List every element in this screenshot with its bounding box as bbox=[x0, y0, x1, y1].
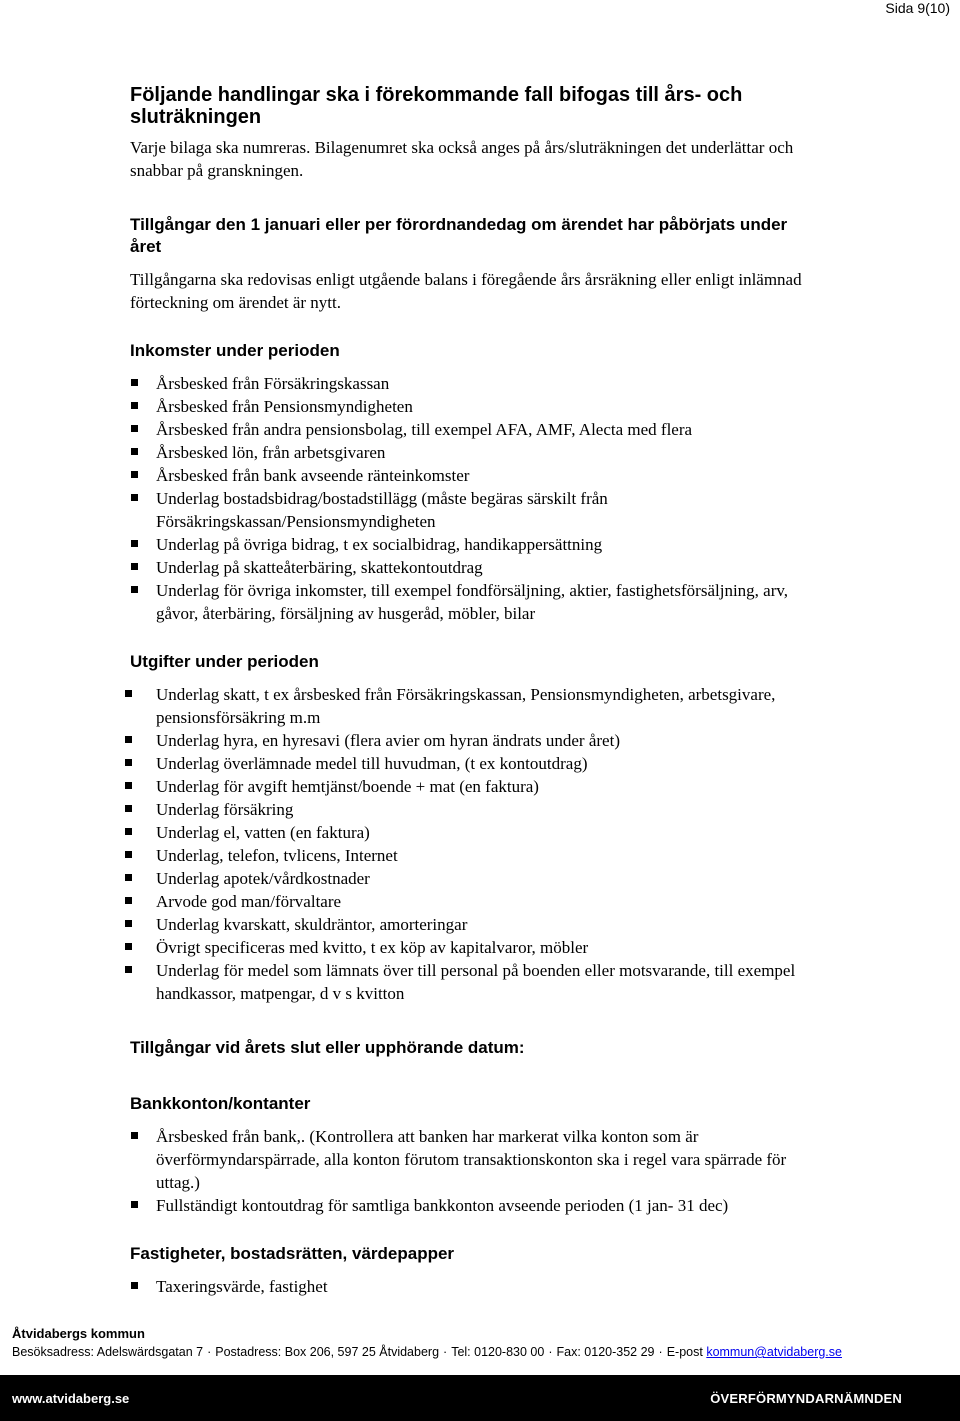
bullet-icon bbox=[131, 1132, 138, 1139]
list-item: Underlag apotek/vårdkostnader bbox=[130, 867, 820, 890]
website-link[interactable]: www.atvidaberg.se bbox=[12, 1391, 130, 1406]
expenses-list bbox=[130, 683, 820, 1005]
bullet-icon bbox=[131, 563, 138, 570]
footer-bar bbox=[0, 1375, 960, 1421]
bullet-icon bbox=[125, 897, 132, 904]
visit-address: Besöksadress: Adelswärdsgatan 7 bbox=[12, 1345, 204, 1359]
bank-heading: Bankkonton/kontanter bbox=[130, 1094, 311, 1113]
list-item: Fullständigt kontoutdrag för samtliga bankkonton avseende perioden (1 jan- 31 dec) bbox=[130, 1194, 820, 1217]
bullet-icon bbox=[125, 920, 132, 927]
address-line: Besöksadress: Adelswärdsgatan 7 · Postadress: Box 206, 597 25 Åtvidaberg · Tel: 0120-830 00 · Fax: 0120-352 29 · E-post kommun@atvidaberg.se bbox=[12, 1345, 842, 1359]
list-item: Underlag för medel som lämnats över till personal på boenden eller motsvarande, till exempel handkassor, matpengar, d v s kvitton bbox=[130, 959, 820, 1005]
property-heading: Fastigheter, bostadsrätten, värdepapper bbox=[130, 1244, 455, 1263]
assets-end-heading: Tillgångar vid årets slut eller upphörande datum: bbox=[130, 1038, 525, 1057]
bullet-icon bbox=[125, 782, 132, 789]
bullet-icon bbox=[125, 805, 132, 812]
list-item: Underlag, telefon, tvlicens, Internet bbox=[130, 844, 820, 867]
list-item: Arvode god man/förvaltare bbox=[130, 890, 820, 913]
bullet-icon bbox=[131, 425, 138, 432]
document-body bbox=[130, 84, 820, 1298]
bullet-icon bbox=[125, 966, 132, 973]
list-item: Årsbesked från bank avseende ränteinkomster bbox=[130, 464, 820, 487]
list-item: Övrigt specificeras med kvitto, t ex köp av kapitalvaror, möbler bbox=[130, 936, 820, 959]
list-item: Underlag hyra, en hyresavi (flera avier om hyran ändrats under året) bbox=[130, 729, 820, 752]
org-name: Åtvidabergs kommun bbox=[12, 1326, 145, 1341]
income-heading: Inkomster under perioden bbox=[130, 341, 340, 360]
expenses-heading: Utgifter under perioden bbox=[130, 652, 319, 671]
list-item: Årsbesked från Försäkringskassan bbox=[130, 372, 820, 395]
bullet-icon bbox=[125, 736, 132, 743]
list-item: Underlag kvarskatt, skuldräntor, amorteringar bbox=[130, 913, 820, 936]
list-item: Underlag överlämnade medel till huvudman, (t ex kontoutdrag) bbox=[130, 752, 820, 775]
bullet-icon bbox=[131, 586, 138, 593]
bullet-icon bbox=[125, 874, 132, 881]
list-item: Underlag för avgift hemtjänst/boende + mat (en faktura) bbox=[130, 775, 820, 798]
list-item: Årsbesked lön, från arbetsgivaren bbox=[130, 441, 820, 464]
bullet-icon bbox=[131, 379, 138, 386]
bullet-icon bbox=[131, 402, 138, 409]
bullet-icon bbox=[131, 1282, 138, 1289]
bullet-icon bbox=[125, 828, 132, 835]
page-number: Sida 9(10) bbox=[885, 0, 950, 16]
email-link[interactable]: kommun@atvidaberg.se bbox=[706, 1345, 842, 1359]
phone-number: Tel: 0120-830 00 bbox=[451, 1345, 545, 1359]
fax-number: Fax: 0120-352 29 bbox=[556, 1345, 655, 1359]
list-item: Underlag på skatteåterbäring, skattekontoutdrag bbox=[130, 556, 820, 579]
intro-text: Varje bilaga ska numreras. Bilagenumret ska också anges på års/sluträkningen det underlättar och snabbar på granskningen. bbox=[130, 138, 794, 180]
list-item: Underlag försäkring bbox=[130, 798, 820, 821]
list-item: Underlag på övriga bidrag, t ex socialbidrag, handikappersättning bbox=[130, 533, 820, 556]
bullet-icon bbox=[125, 759, 132, 766]
income-list bbox=[130, 372, 820, 625]
assets-start-heading: Tillgångar den 1 januari eller per förordnandedag om ärendet har påbörjats under året bbox=[130, 215, 788, 256]
list-item: Taxeringsvärde, fastighet bbox=[130, 1275, 820, 1298]
list-item: Årsbesked från bank,. (Kontrollera att banken har markerat vilka konton som är överförmyndarspärrade, alla konton förutom transaktionskonton ska i regel vara spärrade för uttag.) bbox=[130, 1125, 820, 1194]
bullet-icon bbox=[131, 471, 138, 478]
list-item: Underlag för övriga inkomster, till exempel fondförsäljning, aktier, fastighetsförsäljning, arv, gåvor, återbäring, försäljning av husgeråd, möbler, bilar bbox=[130, 579, 820, 625]
list-item: Underlag bostadsbidrag/bostadstillägg (måste begäras särskilt från Försäkringskassan/Pensionsmyndigheten bbox=[130, 487, 820, 533]
bullet-icon bbox=[125, 943, 132, 950]
main-title: Följande handlingar ska i förekommande fall bifogas till års- och sluträkningen bbox=[130, 84, 743, 128]
list-item: Årsbesked från Pensionsmyndigheten bbox=[130, 395, 820, 418]
email-label: E-post bbox=[666, 1345, 703, 1359]
postal-address: Postadress: Box 206, 597 25 Åtvidaberg bbox=[215, 1345, 440, 1359]
bullet-icon bbox=[131, 1201, 138, 1208]
assets-start-text: Tillgångarna ska redovisas enligt utgående balans i föregående års årsräkning eller enligt inlämnad förteckning om ärendet är nytt. bbox=[130, 270, 802, 312]
bullet-icon bbox=[131, 494, 138, 501]
list-item: Underlag el, vatten (en faktura) bbox=[130, 821, 820, 844]
bullet-icon bbox=[125, 851, 132, 858]
bullet-icon bbox=[131, 448, 138, 455]
list-item: Årsbesked från andra pensionsbolag, till exempel AFA, AMF, Alecta med flera bbox=[130, 418, 820, 441]
bank-list bbox=[130, 1125, 820, 1217]
bullet-icon bbox=[125, 690, 132, 697]
property-list bbox=[130, 1275, 820, 1298]
department-name: ÖVERFÖRMYNDARNÄMNDEN bbox=[710, 1391, 902, 1406]
list-item: Underlag skatt, t ex årsbesked från Försäkringskassan, Pensionsmyndigheten, arbetsgivare, pensionsförsäkring m.m bbox=[130, 683, 820, 729]
bullet-icon bbox=[131, 540, 138, 547]
